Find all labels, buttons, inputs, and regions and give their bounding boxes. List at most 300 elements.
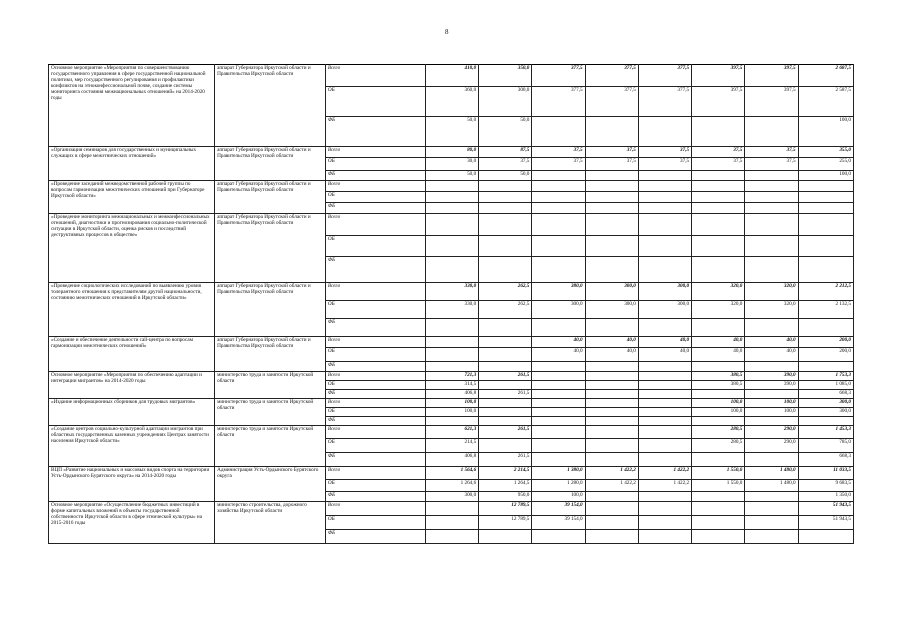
year-value-cell bbox=[532, 214, 585, 236]
year-value-cell bbox=[425, 416, 478, 425]
funding-source-cell: Всего bbox=[325, 501, 425, 515]
total-cell: 2 687,5 bbox=[798, 65, 853, 87]
total-cell: 1 753,3 bbox=[798, 372, 853, 381]
executor-cell: министерство труда и занятости Иркутской области bbox=[215, 425, 326, 466]
year-value-cell: 40,0 bbox=[532, 337, 585, 348]
year-value-cell: 87,5 bbox=[479, 147, 532, 158]
funding-source-cell: Всего bbox=[325, 425, 425, 438]
year-value-cell: 261,5 bbox=[479, 452, 532, 466]
year-value-cell: 2 214,5 bbox=[479, 466, 532, 479]
year-value-cell: 1 264,5 bbox=[479, 479, 532, 491]
table-row bbox=[49, 181, 854, 192]
year-value-cell: 37,5 bbox=[745, 147, 798, 158]
year-value-cell: 1 550,0 bbox=[692, 479, 745, 491]
year-value-cell bbox=[532, 452, 585, 466]
year-value-cell: 37,5 bbox=[692, 147, 745, 158]
year-value-cell: 40,0 bbox=[638, 337, 691, 348]
total-cell: 51 943,5 bbox=[798, 515, 853, 529]
funding-source-cell: ФБ bbox=[325, 362, 425, 372]
total-cell bbox=[798, 192, 853, 203]
year-value-cell bbox=[532, 192, 585, 203]
funding-source-cell: ОБ bbox=[325, 158, 425, 171]
year-value-cell: 214,5 bbox=[425, 438, 478, 452]
total-cell bbox=[798, 181, 853, 192]
year-value-cell bbox=[425, 214, 478, 236]
year-value-cell bbox=[745, 257, 798, 283]
year-value-cell: 397,5 bbox=[745, 87, 798, 117]
year-value-cell bbox=[745, 319, 798, 337]
year-value-cell bbox=[585, 117, 638, 147]
year-value-cell bbox=[745, 117, 798, 147]
total-cell: 2 132,5 bbox=[798, 301, 853, 319]
year-value-cell: 37,5 bbox=[745, 158, 798, 171]
funding-source-cell: ФБ bbox=[325, 389, 425, 398]
year-value-cell bbox=[745, 214, 798, 236]
year-value-cell bbox=[532, 438, 585, 452]
year-value-cell: 40,0 bbox=[745, 348, 798, 362]
activity-cell: «Организация семинаров для государственных и муниципальных служащих в сфере межэтнических отношений» bbox=[49, 147, 215, 181]
year-value-cell: 300,0 bbox=[638, 301, 691, 319]
year-value-cell bbox=[585, 491, 638, 501]
year-value-cell bbox=[692, 501, 745, 515]
year-value-cell: 300,0 bbox=[585, 283, 638, 301]
total-cell: 1 453,3 bbox=[798, 425, 853, 438]
year-value-cell bbox=[585, 380, 638, 389]
year-value-cell bbox=[638, 214, 691, 236]
year-value-cell: 40,0 bbox=[692, 337, 745, 348]
year-value-cell bbox=[638, 398, 691, 407]
year-value-cell: 261,5 bbox=[479, 372, 532, 381]
table-row bbox=[49, 337, 854, 348]
year-value-cell bbox=[745, 362, 798, 372]
year-value-cell: 262,5 bbox=[479, 283, 532, 301]
year-value-cell: 1 480,0 bbox=[745, 479, 798, 491]
year-value-cell: 397,5 bbox=[692, 65, 745, 87]
total-cell: 300,0 bbox=[798, 407, 853, 416]
total-cell bbox=[798, 236, 853, 257]
year-value-cell bbox=[479, 348, 532, 362]
total-cell: 100,0 bbox=[798, 117, 853, 147]
activity-cell: Основное мероприятие «Мероприятия по совершенствованию государственного управления в сфере государственной национальной политики, мер государственного регулирования и профилактики конфликтов на этноконфессиональной почве, создание системы мониторинга состояния межнациональных отношений» на 2014-2020 годы bbox=[49, 65, 215, 147]
activity-cell: «Проведение мониторинга межнациональных и межконфессиональных отношений, диагностики и прогнозирования социально-политической ситуации в Иркутской области, оценка рисков и последствий деструктивных процессов в обществе» bbox=[49, 214, 215, 283]
total-cell: 200,0 bbox=[798, 337, 853, 348]
executor-cell: министерство труда и занятости Иркутской области bbox=[215, 372, 326, 399]
table-row bbox=[49, 466, 854, 479]
total-cell bbox=[798, 416, 853, 425]
funding-source-cell: ОБ bbox=[325, 479, 425, 491]
year-value-cell bbox=[638, 362, 691, 372]
year-value-cell: 50,0 bbox=[425, 117, 478, 147]
year-value-cell bbox=[585, 438, 638, 452]
year-value-cell: 390,0 bbox=[745, 372, 798, 381]
year-value-cell: 380,5 bbox=[692, 380, 745, 389]
funding-source-cell: Всего bbox=[325, 398, 425, 407]
funding-source-cell: ОБ bbox=[325, 87, 425, 117]
year-value-cell: 621,3 bbox=[425, 425, 478, 438]
year-value-cell bbox=[425, 515, 478, 529]
year-value-cell: 350,0 bbox=[479, 65, 532, 87]
year-value-cell bbox=[425, 319, 478, 337]
year-value-cell bbox=[638, 389, 691, 398]
year-value-cell: 37,5 bbox=[692, 158, 745, 171]
total-cell bbox=[798, 214, 853, 236]
funding-source-cell: ОБ bbox=[325, 380, 425, 389]
year-value-cell: 50,0 bbox=[425, 171, 478, 181]
funding-source-cell: Всего bbox=[325, 466, 425, 479]
year-value-cell: 1 480,0 bbox=[745, 466, 798, 479]
year-value-cell: 37,5 bbox=[532, 147, 585, 158]
year-value-cell: 390,0 bbox=[745, 380, 798, 389]
year-value-cell bbox=[638, 501, 691, 515]
funding-source-cell: Всего bbox=[325, 372, 425, 381]
year-value-cell bbox=[425, 181, 478, 192]
year-value-cell: 37,5 bbox=[638, 158, 691, 171]
funding-source-cell: ОБ bbox=[325, 348, 425, 362]
year-value-cell: 377,5 bbox=[532, 65, 585, 87]
year-value-cell: 40,0 bbox=[585, 337, 638, 348]
year-value-cell: 40,0 bbox=[745, 337, 798, 348]
year-value-cell bbox=[638, 491, 691, 501]
year-value-cell bbox=[692, 192, 745, 203]
year-value-cell bbox=[479, 236, 532, 257]
year-value-cell: 50,0 bbox=[479, 171, 532, 181]
year-value-cell: 280,5 bbox=[692, 425, 745, 438]
total-cell: 255,0 bbox=[798, 158, 853, 171]
year-value-cell bbox=[585, 214, 638, 236]
year-value-cell: 12 789,5 bbox=[479, 515, 532, 529]
year-value-cell: 290,0 bbox=[745, 425, 798, 438]
year-value-cell: 1 280,0 bbox=[532, 479, 585, 491]
year-value-cell bbox=[585, 362, 638, 372]
year-value-cell: 320,0 bbox=[745, 301, 798, 319]
year-value-cell: 40,0 bbox=[692, 348, 745, 362]
year-value-cell bbox=[692, 214, 745, 236]
total-cell: 785,0 bbox=[798, 438, 853, 452]
year-value-cell bbox=[585, 236, 638, 257]
year-value-cell bbox=[692, 515, 745, 529]
year-value-cell bbox=[585, 425, 638, 438]
year-value-cell bbox=[638, 407, 691, 416]
activity-cell: ВЦП «Развитие национальных и массовых видов спорта на территории Усть-Ордынского Бурятского округа» на 2014-2020 годы bbox=[49, 466, 215, 501]
year-value-cell bbox=[479, 319, 532, 337]
year-value-cell: 37,5 bbox=[479, 158, 532, 171]
year-value-cell bbox=[745, 452, 798, 466]
executor-cell: аппарат Губернатора Иркутской области и Правительства Иркутской области bbox=[215, 65, 326, 147]
year-value-cell bbox=[532, 380, 585, 389]
year-value-cell: 80,0 bbox=[425, 147, 478, 158]
budget-table bbox=[48, 64, 854, 544]
total-cell: 9 683,5 bbox=[798, 479, 853, 491]
year-value-cell bbox=[692, 416, 745, 425]
year-value-cell bbox=[692, 117, 745, 147]
year-value-cell: 40,0 bbox=[585, 348, 638, 362]
year-value-cell: 290,0 bbox=[745, 438, 798, 452]
total-cell: 300,0 bbox=[798, 398, 853, 407]
year-value-cell bbox=[532, 362, 585, 372]
year-value-cell: 100,0 bbox=[745, 407, 798, 416]
year-value-cell: 300,0 bbox=[425, 491, 478, 501]
year-value-cell bbox=[585, 319, 638, 337]
executor-cell: министерство труда и занятости Иркутской области bbox=[215, 398, 326, 425]
year-value-cell bbox=[425, 192, 478, 203]
funding-source-cell: ФБ bbox=[325, 529, 425, 543]
year-value-cell bbox=[692, 362, 745, 372]
funding-source-cell: ОБ bbox=[325, 192, 425, 203]
table-row bbox=[49, 425, 854, 438]
year-value-cell bbox=[479, 192, 532, 203]
year-value-cell bbox=[638, 181, 691, 192]
year-value-cell bbox=[638, 529, 691, 543]
funding-source-cell: ОБ bbox=[325, 515, 425, 529]
year-value-cell bbox=[585, 407, 638, 416]
year-value-cell bbox=[479, 407, 532, 416]
funding-source-cell: Всего bbox=[325, 181, 425, 192]
year-value-cell: 397,5 bbox=[692, 87, 745, 117]
year-value-cell bbox=[745, 389, 798, 398]
year-value-cell: 380,5 bbox=[692, 372, 745, 381]
year-value-cell bbox=[692, 257, 745, 283]
year-value-cell bbox=[585, 257, 638, 283]
year-value-cell: 360,0 bbox=[425, 87, 478, 117]
year-value-cell bbox=[532, 171, 585, 181]
year-value-cell bbox=[425, 203, 478, 214]
year-value-cell bbox=[585, 398, 638, 407]
year-value-cell bbox=[479, 398, 532, 407]
year-value-cell bbox=[692, 203, 745, 214]
year-value-cell bbox=[585, 192, 638, 203]
year-value-cell: 377,5 bbox=[638, 65, 691, 87]
funding-source-cell: ФБ bbox=[325, 117, 425, 147]
year-value-cell bbox=[532, 416, 585, 425]
funding-source-cell: Всего bbox=[325, 214, 425, 236]
table-row bbox=[49, 147, 854, 158]
year-value-cell: 100,0 bbox=[692, 398, 745, 407]
activity-cell: «Проведение заседаний межведомственной рабочей группы по вопросам гармонизации межэтнических отношений при Губернаторе Иркутской области» bbox=[49, 181, 215, 214]
year-value-cell bbox=[585, 181, 638, 192]
year-value-cell bbox=[585, 515, 638, 529]
year-value-cell: 100,0 bbox=[425, 398, 478, 407]
year-value-cell: 100,0 bbox=[532, 491, 585, 501]
funding-source-cell: ФБ bbox=[325, 203, 425, 214]
year-value-cell: 30,0 bbox=[425, 158, 478, 171]
year-value-cell: 320,0 bbox=[692, 301, 745, 319]
year-value-cell bbox=[425, 236, 478, 257]
year-value-cell bbox=[745, 416, 798, 425]
year-value-cell bbox=[532, 319, 585, 337]
activity-cell: «Создание и обеспечение деятельности call-центра по вопросам гармонизации межэтнических отношений» bbox=[49, 337, 215, 372]
year-value-cell: 330,0 bbox=[425, 283, 478, 301]
table-row bbox=[49, 214, 854, 236]
executor-cell: аппарат Губернатора Иркутской области и Правительства Иркутской области bbox=[215, 283, 326, 337]
table-row bbox=[49, 501, 854, 515]
year-value-cell bbox=[745, 515, 798, 529]
total-cell: 355,0 bbox=[798, 147, 853, 158]
funding-source-cell: ОБ bbox=[325, 301, 425, 319]
year-value-cell: 300,0 bbox=[638, 283, 691, 301]
funding-source-cell: Всего bbox=[325, 65, 425, 87]
year-value-cell bbox=[638, 257, 691, 283]
year-value-cell bbox=[745, 236, 798, 257]
activity-cell: Основное мероприятие «Осуществление бюджетных инвестиций в форме капитальных вложений в объекты государственной собственности Иркутской области в сфере этнической культуры» на 2015-2016 годы bbox=[49, 501, 215, 543]
year-value-cell bbox=[638, 117, 691, 147]
funding-source-cell: ФБ bbox=[325, 171, 425, 181]
year-value-cell: 377,5 bbox=[638, 87, 691, 117]
year-value-cell bbox=[425, 348, 478, 362]
year-value-cell: 397,5 bbox=[745, 65, 798, 87]
year-value-cell bbox=[638, 171, 691, 181]
year-value-cell: 377,5 bbox=[585, 65, 638, 87]
funding-source-cell: ФБ bbox=[325, 491, 425, 501]
year-value-cell bbox=[692, 389, 745, 398]
year-value-cell bbox=[745, 192, 798, 203]
year-value-cell bbox=[692, 491, 745, 501]
table-row bbox=[49, 65, 854, 87]
total-cell bbox=[798, 203, 853, 214]
year-value-cell bbox=[638, 416, 691, 425]
executor-cell: аппарат Губернатора Иркутской области и Правительства Иркутской области bbox=[215, 214, 326, 283]
year-value-cell bbox=[532, 203, 585, 214]
year-value-cell bbox=[638, 425, 691, 438]
year-value-cell: 280,5 bbox=[692, 438, 745, 452]
total-cell bbox=[798, 257, 853, 283]
year-value-cell: 950,0 bbox=[479, 491, 532, 501]
funding-source-cell: Всего bbox=[325, 283, 425, 301]
activity-cell: Основное мероприятие «Мероприятия по обеспечению адаптации и интеграции мигрантов» на 2014-2020 годы bbox=[49, 372, 215, 399]
executor-cell: аппарат Губернатора Иркутской области и Правительства Иркутской области bbox=[215, 181, 326, 214]
year-value-cell bbox=[692, 529, 745, 543]
year-value-cell bbox=[692, 319, 745, 337]
executor-cell: Администрация Усть-Ордынского Бурятского округа bbox=[215, 466, 326, 501]
year-value-cell bbox=[585, 171, 638, 181]
activity-cell: «Создание центров социально-культурной адаптации мигрантов при областных государственных казенных учреждениях Центрах занятости населения Иркутской области» bbox=[49, 425, 215, 466]
year-value-cell: 261,5 bbox=[479, 389, 532, 398]
year-value-cell: 320,0 bbox=[692, 283, 745, 301]
year-value-cell bbox=[692, 171, 745, 181]
year-value-cell: 406,8 bbox=[425, 452, 478, 466]
year-value-cell: 1 422,2 bbox=[638, 466, 691, 479]
year-value-cell bbox=[692, 236, 745, 257]
funding-source-cell: ФБ bbox=[325, 452, 425, 466]
year-value-cell: 1 550,0 bbox=[692, 466, 745, 479]
year-value-cell: 12 789,5 bbox=[479, 501, 532, 515]
year-value-cell bbox=[638, 438, 691, 452]
year-value-cell bbox=[425, 337, 478, 348]
year-value-cell: 100,0 bbox=[425, 407, 478, 416]
year-value-cell bbox=[532, 117, 585, 147]
year-value-cell bbox=[425, 501, 478, 515]
year-value-cell: 1 264,6 bbox=[425, 479, 478, 491]
year-value-cell: 261,5 bbox=[479, 425, 532, 438]
year-value-cell bbox=[745, 181, 798, 192]
year-value-cell: 320,0 bbox=[745, 283, 798, 301]
funding-source-cell: Всего bbox=[325, 337, 425, 348]
year-value-cell bbox=[532, 389, 585, 398]
total-cell bbox=[798, 529, 853, 543]
total-cell bbox=[798, 362, 853, 372]
year-value-cell bbox=[479, 380, 532, 389]
funding-source-cell: ОБ bbox=[325, 438, 425, 452]
year-value-cell: 39 154,0 bbox=[532, 515, 585, 529]
year-value-cell bbox=[745, 491, 798, 501]
year-value-cell bbox=[532, 529, 585, 543]
year-value-cell bbox=[479, 181, 532, 192]
year-value-cell bbox=[532, 372, 585, 381]
year-value-cell: 262,5 bbox=[479, 301, 532, 319]
year-value-cell bbox=[585, 389, 638, 398]
year-value-cell bbox=[638, 319, 691, 337]
year-value-cell bbox=[479, 529, 532, 543]
total-cell: 2 212,5 bbox=[798, 283, 853, 301]
year-value-cell: 1 422,2 bbox=[638, 479, 691, 491]
year-value-cell: 40,0 bbox=[532, 348, 585, 362]
year-value-cell bbox=[532, 181, 585, 192]
year-value-cell bbox=[532, 257, 585, 283]
year-value-cell bbox=[638, 515, 691, 529]
funding-source-cell: ФБ bbox=[325, 416, 425, 425]
funding-source-cell: Всего bbox=[325, 147, 425, 158]
year-value-cell bbox=[638, 380, 691, 389]
funding-source-cell: ФБ bbox=[325, 257, 425, 283]
year-value-cell: 1 564,6 bbox=[425, 466, 478, 479]
total-cell: 2 587,5 bbox=[798, 87, 853, 117]
year-value-cell bbox=[479, 203, 532, 214]
year-value-cell bbox=[638, 192, 691, 203]
total-cell: 51 943,5 bbox=[798, 501, 853, 515]
year-value-cell: 37,5 bbox=[585, 158, 638, 171]
year-value-cell: 100,0 bbox=[692, 407, 745, 416]
year-value-cell: 300,0 bbox=[532, 301, 585, 319]
year-value-cell: 37,5 bbox=[532, 158, 585, 171]
total-cell: 11 033,5 bbox=[798, 466, 853, 479]
year-value-cell: 1 422,2 bbox=[585, 466, 638, 479]
activity-cell: «Проведение социологических исследований по выявлению уровня толерантного отношения к представителям другой национальности, состоянию межэтнических отношений в Иркутской области» bbox=[49, 283, 215, 337]
year-value-cell bbox=[585, 203, 638, 214]
year-value-cell: 377,5 bbox=[532, 87, 585, 117]
year-value-cell bbox=[745, 501, 798, 515]
year-value-cell: 380,0 bbox=[532, 283, 585, 301]
year-value-cell: 1 422,2 bbox=[585, 479, 638, 491]
year-value-cell: 1 380,0 bbox=[532, 466, 585, 479]
total-cell bbox=[798, 319, 853, 337]
year-value-cell: 406,8 bbox=[425, 389, 478, 398]
year-value-cell bbox=[745, 171, 798, 181]
table-row bbox=[49, 372, 854, 381]
year-value-cell: 50,0 bbox=[479, 117, 532, 147]
year-value-cell: 377,5 bbox=[585, 87, 638, 117]
total-cell: 1 350,0 bbox=[798, 491, 853, 501]
year-value-cell bbox=[479, 337, 532, 348]
year-value-cell bbox=[425, 529, 478, 543]
year-value-cell: 40,0 bbox=[638, 348, 691, 362]
year-value-cell: 39 154,0 bbox=[532, 501, 585, 515]
year-value-cell bbox=[692, 452, 745, 466]
activity-cell: «Издание информационных сборников для трудовых мигрантов» bbox=[49, 398, 215, 425]
total-cell: 100,0 bbox=[798, 171, 853, 181]
year-value-cell: 410,0 bbox=[425, 65, 478, 87]
year-value-cell bbox=[585, 372, 638, 381]
year-value-cell bbox=[532, 407, 585, 416]
funding-source-cell: ОБ bbox=[325, 236, 425, 257]
year-value-cell bbox=[638, 452, 691, 466]
year-value-cell: 100,0 bbox=[745, 398, 798, 407]
year-value-cell bbox=[585, 452, 638, 466]
year-value-cell bbox=[692, 181, 745, 192]
year-value-cell: 314,5 bbox=[425, 380, 478, 389]
year-value-cell bbox=[479, 214, 532, 236]
executor-cell: аппарат Губернатора Иркутской области и Правительства Иркутской области bbox=[215, 147, 326, 181]
year-value-cell bbox=[585, 529, 638, 543]
year-value-cell: 300,0 bbox=[479, 87, 532, 117]
